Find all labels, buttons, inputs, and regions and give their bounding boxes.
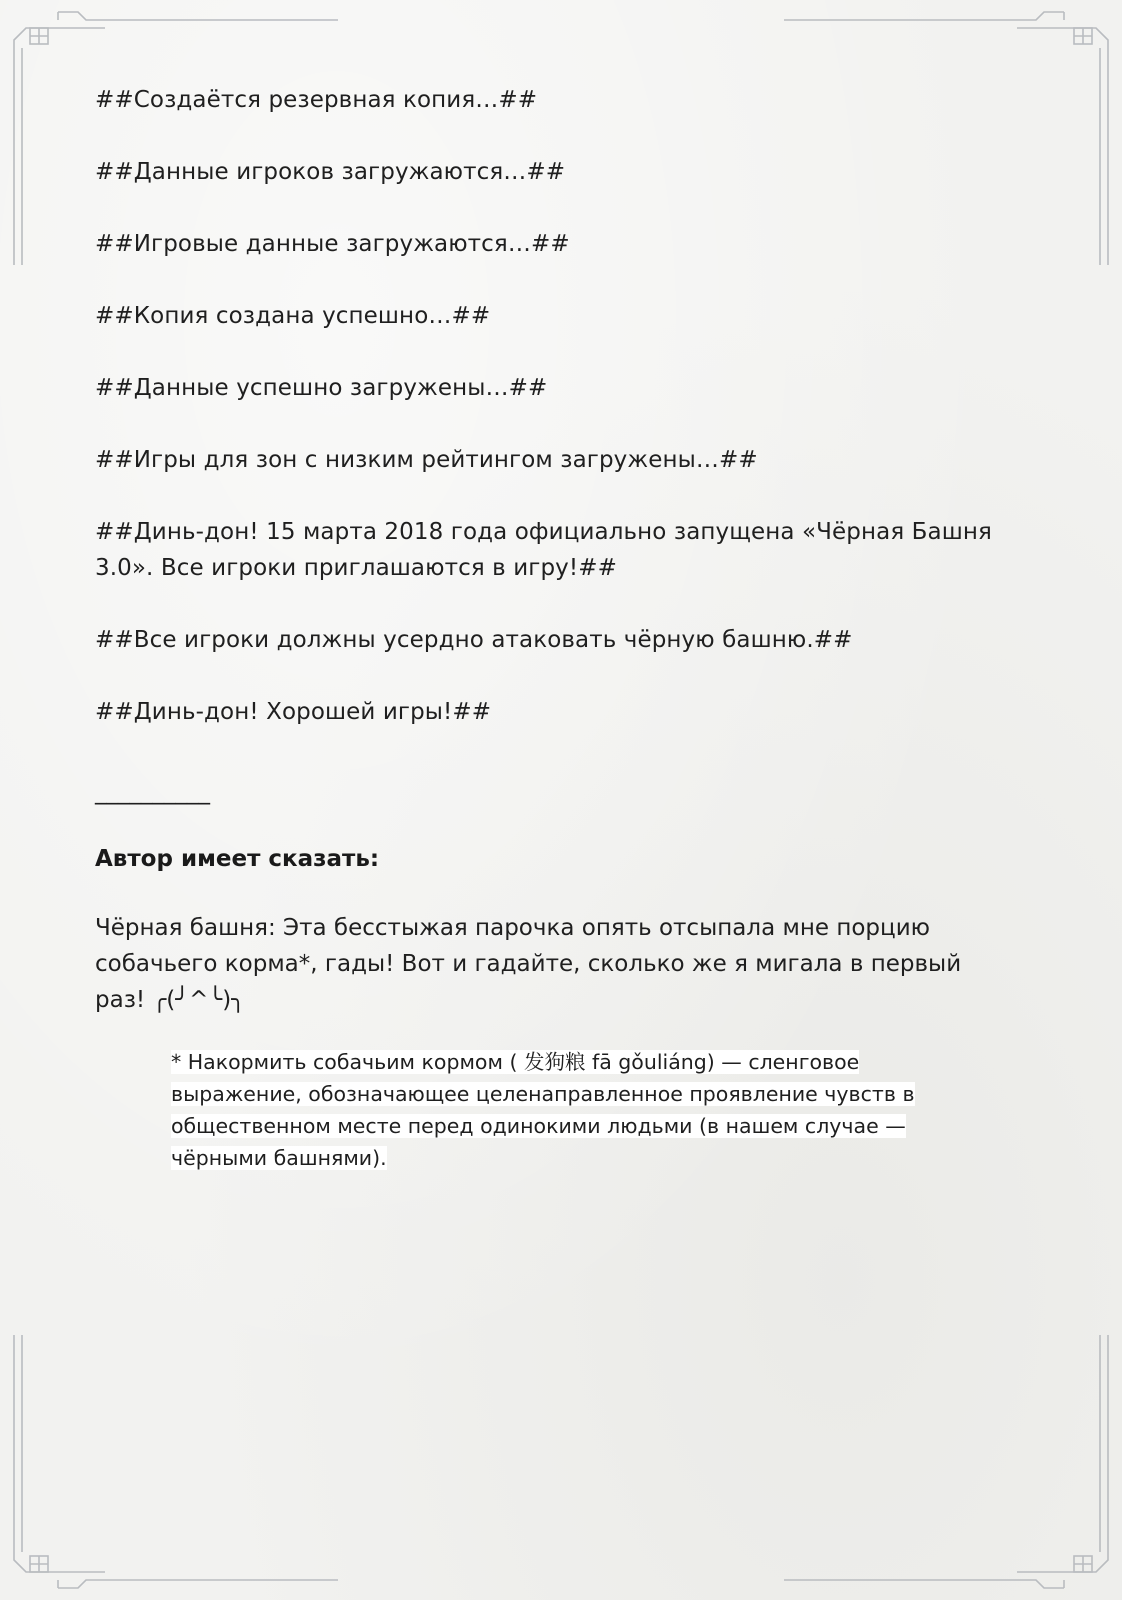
author-note-heading: Автор имеет сказать: — [95, 846, 380, 872]
frame-corner-top-right — [1017, 28, 1108, 265]
log-line: ##Динь-дон! 15 марта 2018 года официально запущена «Чёрная Башня 3.0». Все игроки приглашаются в игру!## — [95, 519, 992, 581]
frame-corner-top-left — [14, 28, 105, 265]
frame-corner-bottom-right — [1017, 1335, 1108, 1572]
log-line: ##Данные успешно загружены…## — [95, 375, 548, 401]
author-note-text: Чёрная башня: Эта бесстыжая парочка опять отсыпала мне порцию собачьего корма*, гады! Вот и гадайте, сколько же я мигала в первый раз! ╭(╯^╰)╮ — [95, 915, 962, 1013]
log-line: ##Игры для зон с низким рейтингом загружены…## — [95, 447, 758, 473]
log-line: ##Копия создана успешно…## — [95, 303, 491, 329]
log-line: ##Все игроки должны усердно атаковать чёрную башню.## — [95, 627, 853, 653]
footnote — [171, 1046, 951, 1174]
log-line: ##Динь-дон! Хорошей игры!## — [95, 699, 492, 725]
document-body — [95, 82, 995, 1174]
section-separator: __________ — [95, 779, 210, 805]
log-line: ##Игровые данные загружаются…## — [95, 231, 570, 257]
log-line: ##Создаётся резервная копия…## — [95, 87, 538, 113]
frame-corner-bottom-left — [14, 1335, 105, 1572]
footnote-text: * Накормить собачьим кормом ( 发狗粮 fā gǒuliáng) — сленговое выражение, обозначающее целенаправленное проявление чувств в общественном месте перед одинокими людьми (в нашем случае — чёрными башнями). — [171, 1050, 915, 1170]
log-line: ##Данные игроков загружаются…## — [95, 159, 566, 185]
